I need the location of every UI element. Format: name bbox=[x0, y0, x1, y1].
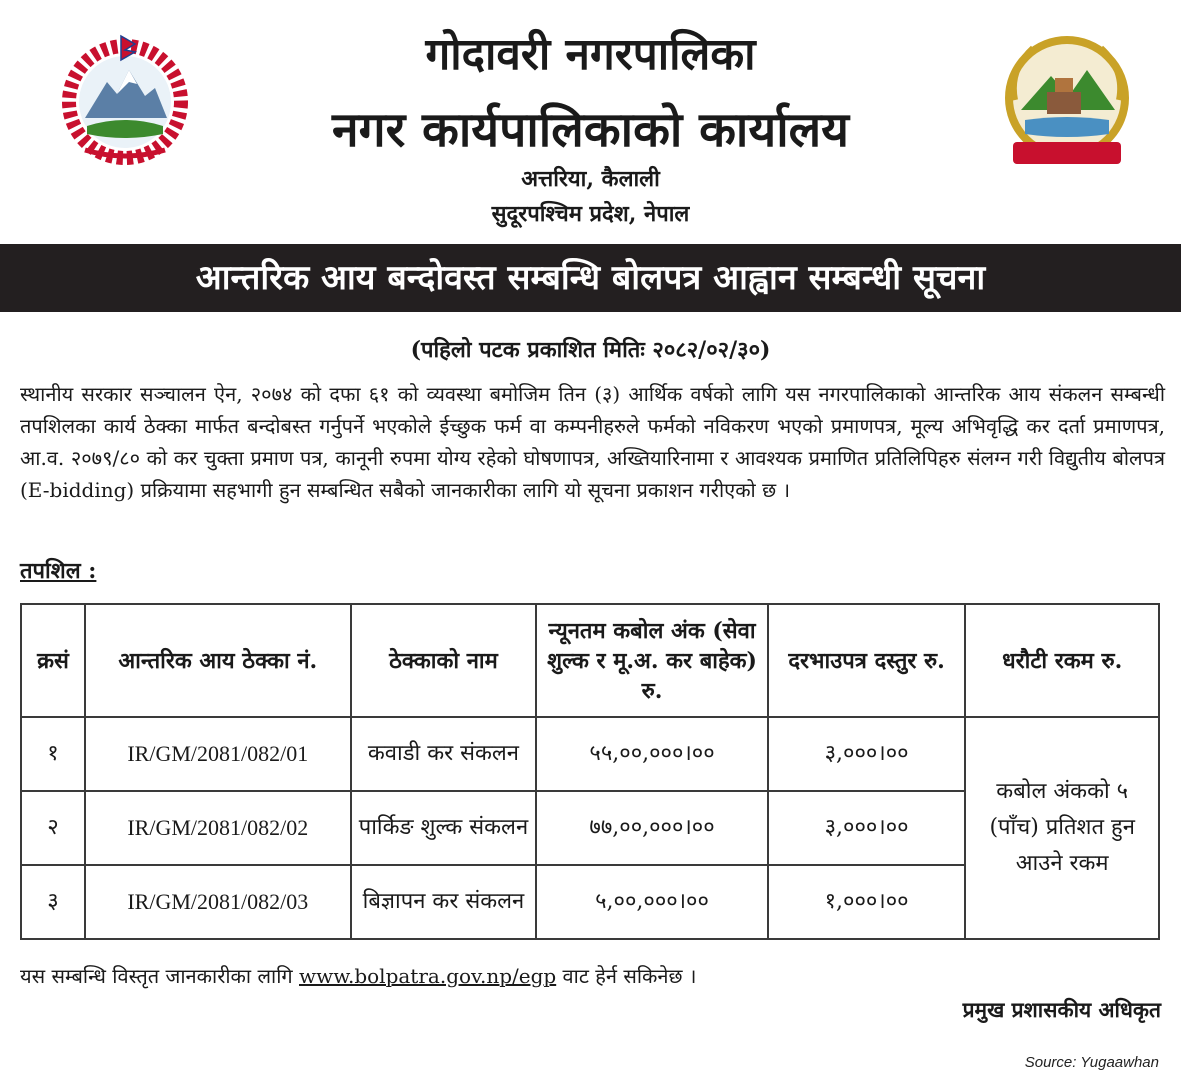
footer-info bbox=[20, 962, 696, 989]
table-row bbox=[21, 717, 1159, 791]
cell-min-bid: ५,००,०००।०० bbox=[536, 865, 768, 939]
header-min-bid: न्यूनतम कबोल अंक (सेवा शुल्क र मू.अ. कर बाहेक) रु. bbox=[536, 604, 768, 717]
cell-doc-fee: ३,०००।०० bbox=[768, 791, 966, 865]
address-line-2: सुदूरपश्चिम प्रदेश, नेपाल bbox=[491, 201, 690, 227]
publication-date: (पहिलो पटक प्रकाशित मितिः २०८२/०२/३०) bbox=[410, 337, 771, 363]
cell-min-bid: ५५,००,०००।०० bbox=[536, 717, 768, 791]
cell-contract-name: पार्किङ शुल्क संकलन bbox=[351, 791, 537, 865]
cell-sn: १ bbox=[21, 717, 85, 791]
cell-doc-fee: ३,०००।०० bbox=[768, 717, 966, 791]
schedule-label: तपशिल : bbox=[20, 558, 97, 584]
cell-contract-no: IR/GM/2081/082/01 bbox=[85, 717, 351, 791]
cell-contract-name: बिज्ञापन कर संकलन bbox=[351, 865, 537, 939]
notice-body-paragraph: स्थानीय सरकार सञ्चालन ऐन, २०७४ को दफा ६१ को व्यवस्था बमोजिम तिन (३) आर्थिक वर्षको लागि यस नगरपालिकाको आन्तरिक आय संकलन सम्बन्धी तपशिलका कार्य ठेक्का मार्फत बन्दोबस्त गर्नुपर्ने भएकोले ईच्छुक फर्म वा कम्पनीहरुले फर्मको नविकरण भएको प्रमाणपत्र, मूल्य अभिवृद्धि कर दर्ता प्रमाणपत्र, आ.व. २०७९/८० को कर चुक्ता प्रमाण पत्र, कानूनी रुपमा योग्य रहेको घोषणापत्र, अख्तियारिनामा र आवश्यक प्रमाणित प्रतिलिपिहरु संलग्न गरी विद्युतीय बोलपत्र (E-bidding) प्रक्रियामा सहभागी हुन सम्बन्धित सबैको जानकारीका लागि यो सूचना प्रकाशन गरीएको छ । bbox=[20, 382, 1165, 502]
address-line-1: अत्तरिया, कैलाली bbox=[521, 166, 660, 192]
header-doc-fee: दरभाउपत्र दस्तुर रु. bbox=[768, 604, 966, 717]
table-header-row bbox=[21, 604, 1159, 717]
schedule-table bbox=[20, 603, 1160, 940]
cell-sn: ३ bbox=[21, 865, 85, 939]
cell-sn: २ bbox=[21, 791, 85, 865]
notice-title-banner: आन्तरिक आय बन्दोवस्त सम्बन्धि बोलपत्र आह्वान सम्बन्धी सूचना bbox=[0, 244, 1181, 312]
cell-deposit: कबोल अंकको ५ (पाँच) प्रतिशत हुन आउने रकम bbox=[965, 717, 1159, 939]
header-contract-name: ठेक्काको नाम bbox=[351, 604, 537, 717]
header-sn: क्रसं bbox=[21, 604, 85, 717]
municipality-name: गोदावरी नगरपालिका bbox=[425, 29, 756, 80]
office-name: नगर कार्यपालिकाको कार्यालय bbox=[331, 102, 850, 158]
header-deposit: धरौटी रकम रु. bbox=[965, 604, 1159, 717]
cell-doc-fee: १,०००।०० bbox=[768, 865, 966, 939]
header-contract-no: आन्तरिक आय ठेक्का नं. bbox=[85, 604, 351, 717]
cell-contract-no: IR/GM/2081/082/03 bbox=[85, 865, 351, 939]
signatory: प्रमुख प्रशासकीय अधिकृत bbox=[962, 997, 1161, 1022]
cell-min-bid: ७७,००,०००।०० bbox=[536, 791, 768, 865]
footer-info-suffix: वाट हेर्न सकिनेछ । bbox=[562, 964, 697, 988]
cell-contract-no: IR/GM/2081/082/02 bbox=[85, 791, 351, 865]
bolpatra-link[interactable]: www.bolpatra.gov.np/egp bbox=[299, 964, 557, 988]
footer-info-prefix: यस सम्बन्धि विस्तृत जानकारीका लागि bbox=[20, 964, 293, 988]
cell-contract-name: कवाडी कर संकलन bbox=[351, 717, 537, 791]
source-credit: Source: Yugaawhan bbox=[1024, 1054, 1159, 1071]
